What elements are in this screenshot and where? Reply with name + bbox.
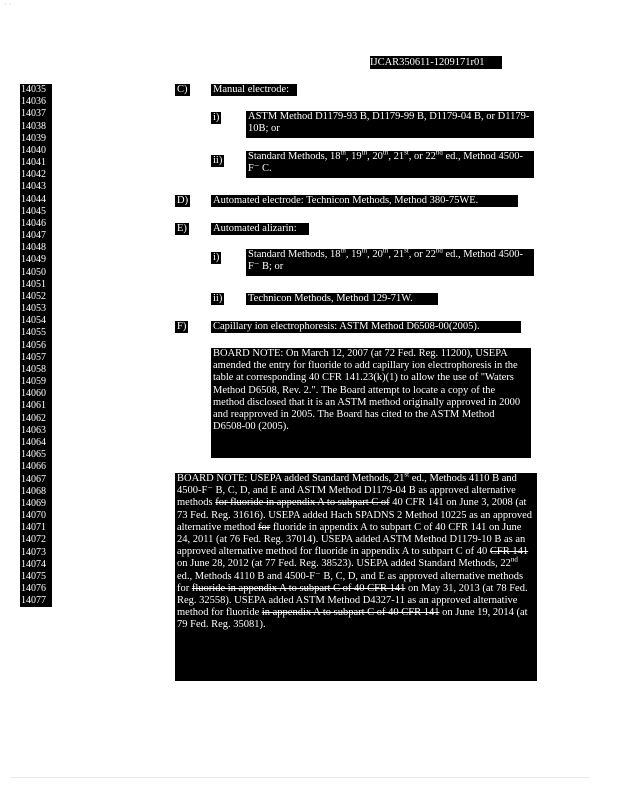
line-number: 14041 (20, 157, 52, 169)
line-number: 14042 (20, 169, 52, 181)
item-f-text: Capillary ion electrophoresis: ASTM Method D6508-00(2005). (211, 321, 521, 333)
line-number: 14075 (20, 571, 52, 583)
line-number: 14061 (20, 400, 52, 412)
item-e-i-text: Standard Methods, 18th, 19th, 20th, 21st, or 22nd ed., Method 4500-F⁻ B; or (246, 249, 534, 276)
line-number: 14053 (20, 303, 52, 315)
line-number: 14069 (20, 498, 52, 510)
line-number: 14054 (20, 315, 52, 327)
item-e-marker: E) (177, 223, 187, 234)
line-number: 14055 (20, 327, 52, 339)
line-number: 14077 (20, 595, 52, 607)
item-f-marker: F) (177, 321, 187, 332)
line-number: 14062 (20, 413, 52, 425)
line-number: 14039 (20, 133, 52, 145)
line-number: 14051 (20, 279, 52, 291)
item-e-i-marker: i) (213, 252, 220, 263)
item-c-ii-marker: ii) (213, 155, 223, 166)
line-number: 14065 (20, 449, 52, 461)
item-e-text: Automated alizarin: (211, 223, 309, 235)
line-number: 14072 (20, 534, 52, 546)
line-number: 14057 (20, 352, 52, 364)
item-e-ii-text: Technicon Methods, Method 129-71W. (246, 293, 438, 305)
line-number: 14059 (20, 376, 52, 388)
footer-rule (10, 777, 590, 778)
item-e-ii-marker: ii) (213, 293, 223, 304)
line-number: 14048 (20, 242, 52, 254)
line-number: 14047 (20, 230, 52, 242)
line-number: 14076 (20, 583, 52, 595)
line-number: 14044 (20, 194, 52, 206)
line-number: 14058 (20, 364, 52, 376)
line-number: 14071 (20, 522, 52, 534)
item-d-text: Automated electrode: Technicon Methods, Method 380-75WE. (211, 195, 518, 207)
line-number: 14066 (20, 461, 52, 473)
line-number: 14060 (20, 388, 52, 400)
scan-artifact: ⋅ ⋅ (4, 0, 12, 9)
line-number: 14074 (20, 559, 52, 571)
board-note-2: BOARD NOTE: USEPA added Standard Methods, 21st ed., Methods 4110 B and 4500-F⁻ B, C, D, and E and ASTM Method D1179-04 B as approved alternative methods for fluoride in appendix A to subpart C of 40 CFR 141 on June 3, 2008 (at 73 Fed. Reg. 31616). USEPA added Hach SPADNS 2 Method 10225 as an approved alternative method for fluoride in appendix A to subpart C of 40 CFR 141 on June 24, 2011 (at 76 Fed. Reg. 37014). USEPA added ASTM Method D1179-10 B as an approved alternative method for fluoride in appendix A to subpart C of 40 CFR 141 on June 28, 2012 (at 77 Fed. Reg. 38523). USEPA added Standard Methods, 22nd ed., Methods 4110 B and 4500-F⁻ B, C, D, and E as approved alternative methods for fluoride in appendix A to subpart C of 40 CFR 141 on May 31, 2013 (at 78 Fed. Reg. 32558). USEPA added ASTM Method D4327-11 as an approved alternative method for fluoride in appendix A to subpart C of 40 CFR 141 on June 19, 2014 (at 79 Fed. Reg. 35081). (175, 473, 537, 681)
item-c-marker: C) (177, 84, 188, 95)
line-number: 14040 (20, 145, 52, 157)
line-number: 14068 (20, 486, 52, 498)
line-number: 14037 (20, 108, 52, 120)
item-d-marker: D) (177, 195, 189, 206)
item-c-text: Manual electrode: (211, 84, 297, 96)
line-number: 14063 (20, 425, 52, 437)
line-number: 14070 (20, 510, 52, 522)
line-number: 14038 (20, 121, 52, 133)
board-note-1: BOARD NOTE: On March 12, 2007 (at 72 Fed. Reg. 11200), USEPA amended the entry for fluoride to add capillary ion electrophoresis in the table at corresponding 40 CFR 141.23(k)(1) to allow the use of "Waters Method D6508, Rev. 2.". The Board attempt to locate a copy of the method disclosed that it is an ASTM method originally approved in 2000 and reapproved in 2005. The Board has cited to the ASTM Method D6508-00 (2005). (211, 348, 531, 458)
line-number-column (20, 84, 52, 607)
document-id: IJCAR350611-1209171r01 (370, 56, 502, 69)
line-number: 14036 (20, 96, 52, 108)
line-number: 14064 (20, 437, 52, 449)
line-number: 14073 (20, 547, 52, 559)
line-number: 14050 (20, 267, 52, 279)
line-number: 14045 (20, 206, 52, 218)
line-number: 14052 (20, 291, 52, 303)
item-c-i-marker: i) (213, 112, 220, 123)
line-number: 14056 (20, 340, 52, 352)
line-number: 14049 (20, 254, 52, 266)
line-number: 14067 (20, 474, 52, 486)
line-number: 14043 (20, 181, 52, 193)
line-number: 14046 (20, 218, 52, 230)
item-c-ii-text: Standard Methods, 18th, 19th, 20th, 21st, or 22nd ed., Method 4500-F⁻ C. (246, 151, 534, 178)
item-c-i-text: ASTM Method D1179-93 B, D1179-99 B, D1179-04 B, or D1179-10B; or (246, 111, 534, 138)
line-number: 14035 (20, 84, 52, 96)
